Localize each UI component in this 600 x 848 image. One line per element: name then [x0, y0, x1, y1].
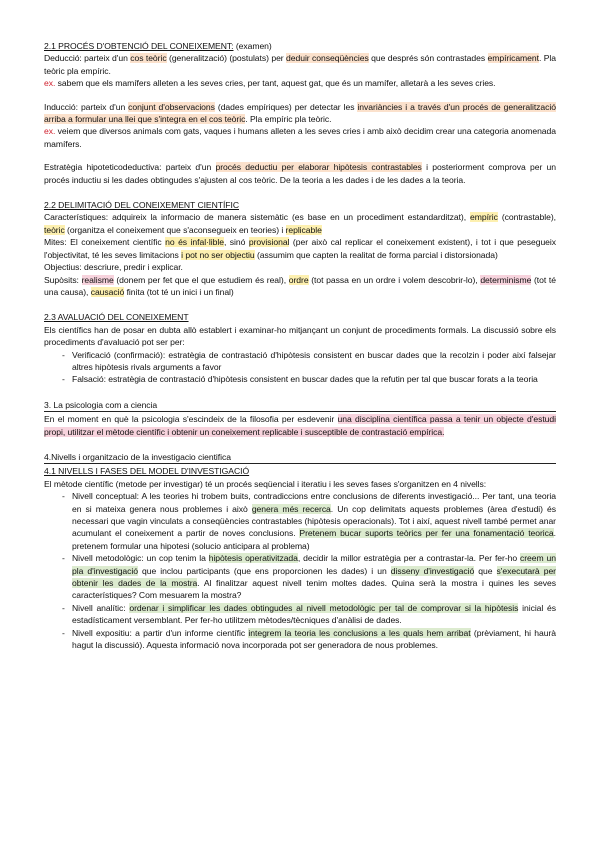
- paragraph-objectius: Objectius: descriure, predir i explicar.: [44, 262, 183, 273]
- section-3: [44, 399, 556, 438]
- paragraph-mites: Mites: El coneixement científic no és infal·lible, sinó provisional (per això cal replicar el coneixement existent), i tot i que pesegueix l'objectivitat, té les seves limitacions i pot no ser objectiu (assumim que capten la realitat de forma parcial i distorsionada): [44, 237, 557, 260]
- example-1: ex. sabem que els mamífers alleten a les seves cries, per tant, aquest gat, que és un mamífer, alletarà a les seves cries.: [44, 78, 496, 89]
- list-item-analitic: - Nivell analític: ordenar i simplificar les dades obtingudes al nivell metodològic per tal de comprovar si la hipòtesis inicial és estadísticament versemblant. Per fer-ho utilitzem mètodes/tècniques d'anàlisi de dades.: [72, 602, 556, 627]
- paragraph-suposits: Supòsits: realisme (donem per fet que el que estudiem és real), ordre (tot passa en un ordre i volem descobrir-lo), determinisme (tot té una causa), causació finita (tot té un inici i un final): [44, 274, 556, 297]
- section-heading: 2.2 DELIMITACIÓ DEL CONEIXEMENT CIENTÍFIC: [44, 200, 240, 211]
- list-item-conceptual: - Nivell conceptual: A les teories hi trobem buits, contradiccions entre conclusions de diferents investigació... Per tant, una teoria en si mateixa genera nous problemes i això genera més recerca. Un cop delimitats aquests problemes (àrea d'estudi) és necessari que vagin vinculats a conseqüències contrastables (hipòtesis operacionals). Tot i així, aquest nivell també permet anar acumulant el coneixement a partir de noves conclusions. Pretenem bucar suports teòrics per fer una fonamentació teorica. pretenem formular una hipotesi (solucio anticipara al problema): [72, 490, 556, 552]
- paragraph-intro: Els científics han de posar en dubta allò establert i examinar-ho mitjançant un conjunt de procediments formals. La discussió sobre els procediments d'avaluació pot ser per:: [44, 324, 556, 348]
- evaluation-list: [44, 349, 556, 386]
- list-item-metodologic: - Nivell metodològic: un cop tenim la hipòtesis operativitzada, decidir la millor estratègia per a contrastar-la. Per fer-ho creem un pla d'investigació que inclou participants (que ens proporcionen les dades) i un disseny d'investigació que s'executarà per obtenir les dades de la mostra. Al finalitzar aquest nivell tenim moltes dades. Quina serà la mostra i quines les seves característiques? Com mesuarem la mostra?: [72, 552, 556, 602]
- paragraph-psicologia: En el moment en què la psicologia s'escindeix de la filosofia per esdevenir una disciplina científica passa a tenir un objecte d'estudi propi, utilitzar el mètode científic i obtenir un coneixement replicable i susceptible de contrastació empírica.: [44, 414, 556, 437]
- section-2-3: [44, 311, 556, 385]
- paragraph-induccio: Inducció: parteix d'un conjunt d'observacions (dades empíriques) per detectar les invariàncies i a través d'un procés de generalització arriba a formular una llei que s'integra en el cos teòric. Pla empíric pla teòric.: [44, 101, 556, 125]
- list-item-expositiu: - Nivell expositiu: a partir d'un informe científic integrem la teoria les conclusions a les quals hem arribat (prèviament, hi haurà hagut la discussió). Aquesta informació nova incorporada pot ser generadora de nous problemes.: [72, 627, 556, 652]
- paragraph-intro: El mètode científic (metode per investigar) té un procés seqüencial i iteratiu i les seves fases s'organitzen en 4 nivells:: [44, 478, 487, 489]
- heading-rule: [44, 463, 556, 464]
- list-item: - Falsació: estratègia de contrastació d'hipòtesis consistent en buscar dades que la refutin per tal que buscar forats a la teoria: [72, 373, 556, 385]
- list-item: - Verificació (confirmació): estratègia de contrastació d'hipòtesis consistent en buscar dades que la recolzin i poder així falsejar altres hipòtesis rivals arguments a favor: [72, 349, 556, 374]
- section-heading: 2.3 AVALUACIÓ DEL CONEIXEMENT: [44, 312, 189, 323]
- paragraph-hipoteticodeductiva: Estratègia hipoteticodeductiva: parteix d'un procés deductiu per elaborar hipòtesis contrastables i posteriorment comprova per un procés inductiu si les dades obtingudes s'ajusten al cos teòric. De la teoria a les dades i de les dades a la teoria.: [44, 162, 557, 185]
- paragraph-deduccio: Deducció: parteix d'un cos teòric (generalització) (postulats) per deduir conseqüències que després són contrastades empíricament. Pla teòric pla empíric.: [44, 53, 556, 76]
- section-2-2: [44, 199, 556, 298]
- section-2-1: [44, 40, 556, 186]
- levels-list: [44, 490, 556, 651]
- paragraph-caracteristiques: Característiques: adquireix la informacio de manera sistemàtic (es base en un procediment estandarditzat), empíric (contrastable), teòric (organitza el coneixement que s'aconsegueix en teories) i replicable: [44, 212, 556, 235]
- section-heading: 2.1 PROCÉS D'OBTENCIÓ DEL CONEIXEMENT: (examen): [44, 41, 272, 51]
- section-4: [44, 451, 556, 652]
- section-heading: 4.Nivells i organitzacio de la investigacio cientifica: [44, 451, 231, 462]
- example-2: ex. veiem que diversos animals com gats, vaques i humans alleten a les seves cries i amb això decidim crear una categoria anomenada mamífers.: [44, 126, 556, 149]
- subsection-heading: 4.1 NIVELLS I FASES DEL MODEL D'INVESTIGACIÓ: [44, 466, 250, 477]
- heading-rule: [44, 411, 556, 412]
- section-heading: 3. La psicologia com a ciencia: [44, 399, 158, 410]
